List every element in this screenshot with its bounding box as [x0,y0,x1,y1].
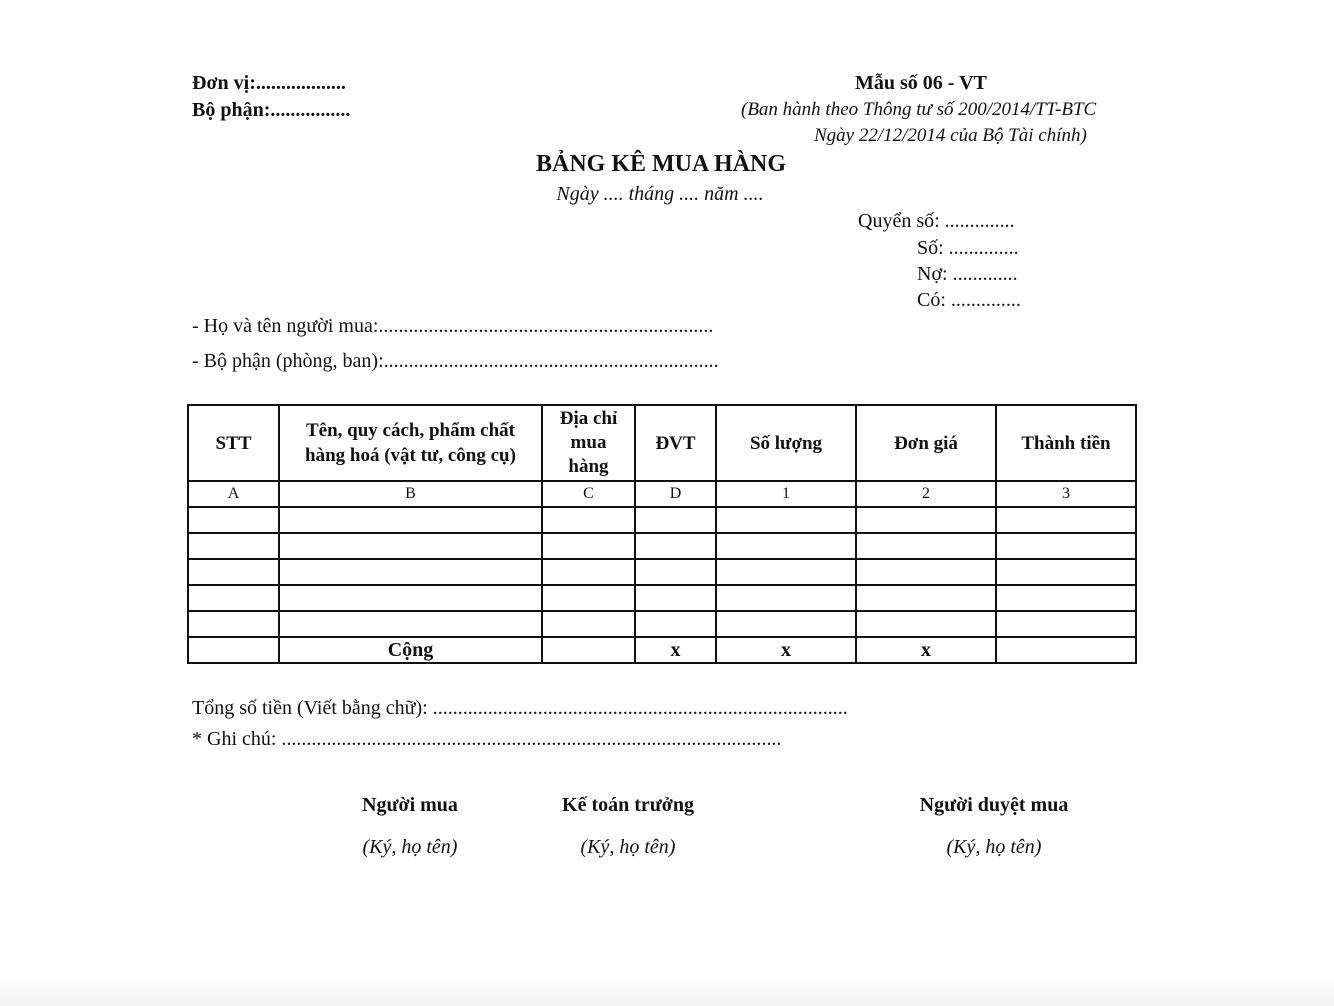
code-3: 3 [996,481,1136,507]
page-bottom-shadow [0,975,1334,1006]
date-line: Ngày .... tháng .... năm .... [556,183,764,205]
signature-approver-role: Người duyệt mua [919,794,1069,816]
book-number: Quyển số: .............. [858,210,1015,232]
issued-by-line1: (Ban hành theo Thông tư số 200/2014/TT-BTC [741,99,1097,120]
total-unit: x [635,637,716,663]
signature-buyer-role: Người mua [362,794,458,816]
total-stt [188,637,279,663]
table-row [188,585,1136,611]
table-row [188,611,1136,637]
department-field: Bộ phận:................ [192,99,351,121]
signature-accountant-hint: (Ký, họ tên) [580,836,676,858]
purchase-table [187,404,1137,664]
table-header-row [188,405,1136,481]
code-1: 1 [716,481,856,507]
issued-by-line2: Ngày 22/12/2014 của Bộ Tài chính) [814,125,1087,146]
header-unit: ĐVT [635,405,716,481]
form-number: Mẫu số 06 - VT [855,72,987,94]
total-quantity: x [716,637,856,663]
code-a: A [188,481,279,507]
total-row [188,637,1136,663]
credit-account: Có: .............. [917,289,1021,311]
table-row [188,507,1136,533]
buyer-dept-line: - Bộ phận (phòng, ban):................................................................... [192,350,719,372]
header-quantity: Số lượng [716,405,856,481]
code-d: D [635,481,716,507]
code-b: B [279,481,542,507]
column-code-row [188,481,1136,507]
header-address: Địa chỉ mua hàng [542,405,635,481]
unit-field: Đơn vị:.................. [192,72,346,94]
total-label: Cộng [279,637,542,663]
signature-approver-hint: (Ký, họ tên) [946,836,1042,858]
code-c: C [542,481,635,507]
table-row [188,533,1136,559]
header-item-name: Tên, quy cách, phẩm chất hàng hoá (vật tư, công cụ) [279,405,542,481]
total-in-words-line: Tổng số tiền (Viết bằng chữ): ................................................................................... [192,697,848,719]
note-line: * Ghi chú: .................................................................................................... [192,728,782,750]
header-amount: Thành tiền [996,405,1136,481]
total-address [542,637,635,663]
voucher-number: Số: .............. [917,237,1019,259]
total-amount [996,637,1136,663]
signature-accountant-role: Kế toán trưởng [562,794,694,816]
table-row [188,559,1136,585]
page-title: BẢNG KÊ MUA HÀNG [535,151,786,177]
total-unit-price: x [856,637,996,663]
signature-buyer-hint: (Ký, họ tên) [362,836,458,858]
header-stt: STT [188,405,279,481]
buyer-name-line: - Họ và tên người mua:................................................................... [192,315,714,337]
debit-account: Nợ: ............. [917,263,1018,285]
header-unit-price: Đơn giá [856,405,996,481]
code-2: 2 [856,481,996,507]
